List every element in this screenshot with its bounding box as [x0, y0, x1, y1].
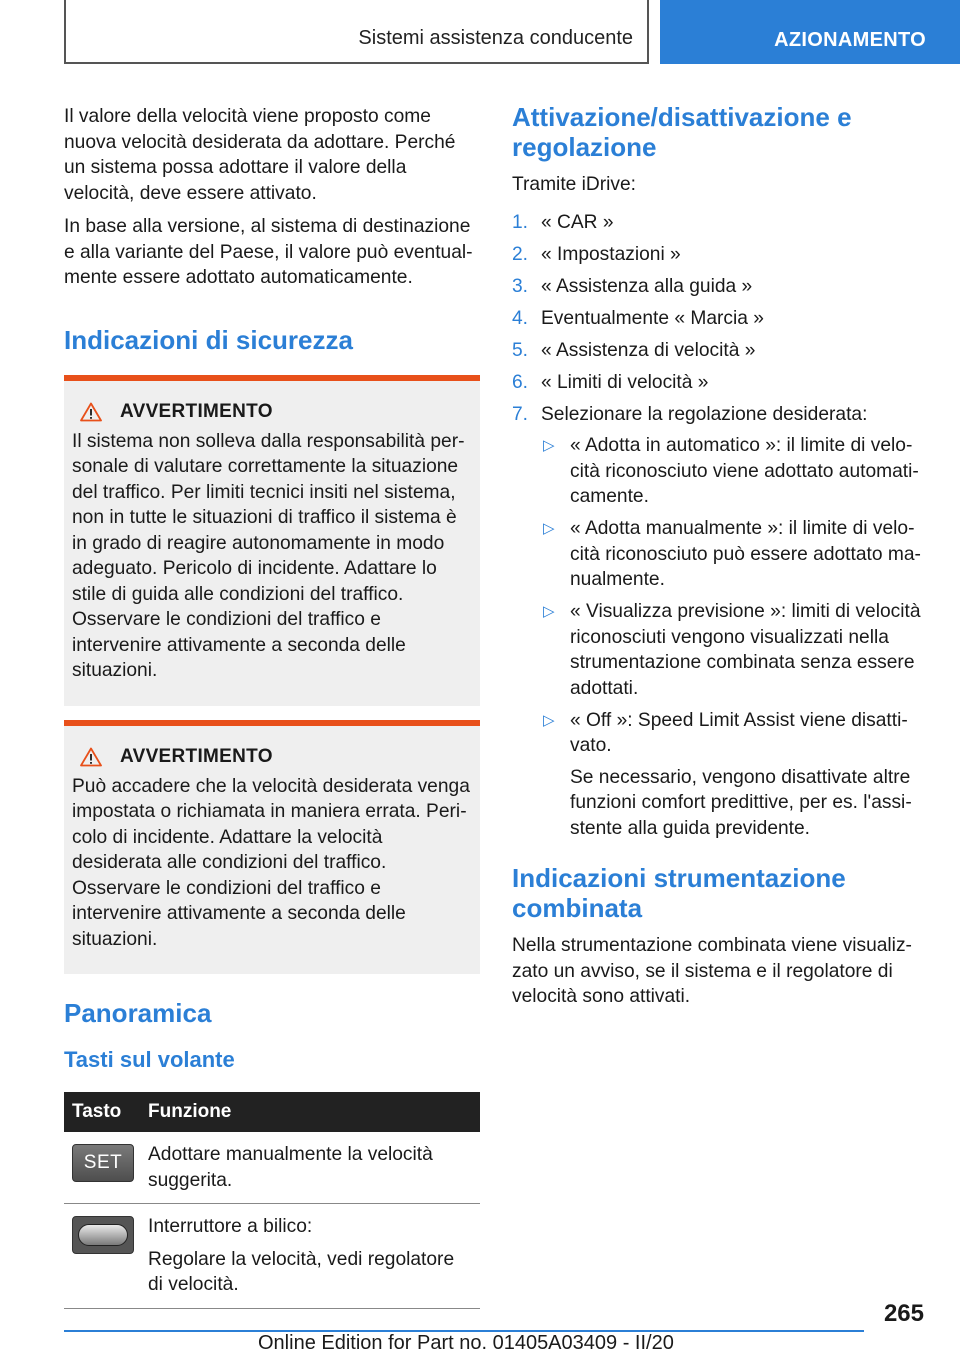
table-header-row — [64, 1092, 480, 1132]
header-section-box — [64, 0, 649, 64]
function-cell — [140, 1132, 480, 1204]
setting-options-list — [541, 433, 924, 841]
set-button-icon — [72, 1144, 134, 1182]
list-item: ▷ « Adotta in automatico »: il limite di velocità riconosciuto viene adottato automaticamente. — [543, 435, 919, 507]
right-column — [512, 102, 924, 1018]
intro-paragraph: In base alla versione, al sistema di destinazione e alla variante del Paese, il valore può eventualmente essere adottato automaticamente. — [64, 216, 473, 288]
warning-title — [72, 399, 472, 425]
list-item: 5. « Assistenza di velocità » — [512, 339, 756, 361]
safety-heading: Indicazioni di sicurezza — [64, 324, 353, 355]
list-item: ▷ « Visualizza previsione »: limiti di velocità riconosciuti vengono visualizzati nella strumentazione combinata senza essere adottati. — [543, 601, 921, 699]
set-button-label: SET — [83, 1152, 123, 1174]
warning-text: Può accadere che la velocità desiderata venga impostata o richiamata in maniera errata. Pericolo di incidente. Adattare la velocità desiderata alle condizioni del traffico. Osservare le condizioni del traffico e intervenire attivamente a seconda delle situazioni. — [72, 775, 470, 950]
list-item: ▷ « Off »: Speed Limit Assist viene disattivato. Se necessario, vengono disattivate altre funzioni comfort predittive, per es. l'assistente alla guida previdente. — [541, 708, 924, 842]
page-number: 265 — [883, 1300, 924, 1327]
idrive-lead: Tramite iDrive: — [512, 174, 637, 195]
warning-box — [64, 375, 480, 706]
list-item: 7. Selezionare la regolazione desiderata: ▷ « Adotta in automatico »: il limite di velocità riconosciuto viene adottato automaticamente. ▷ « Adotta manualmente »: il limite di velocità riconosciuto può essere adottato manualmente. ▷ « Visualizza previsione »: limiti di velocità riconosciuti vengono visualizzati nella strumentazione combinata senza essere adottati. ▷ « Off »: Speed Limit Assist viene disattivato. Se necessario, vengono disattivate altre funzioni comfort predittive, per es. l'assistente alla guida previdente. — [512, 402, 924, 842]
bullet-triangle-icon: ▷ — [543, 437, 555, 454]
header-section-title: Sistemi assistenza conducente — [358, 27, 633, 49]
cluster-text: Nella strumentazione combinata viene visualizzato un avviso, se il sistema e il regolatore di velocità sono attivati. — [512, 935, 912, 1007]
function-text: Interruttore a bilico: — [148, 1216, 313, 1237]
steering-keys-table — [64, 1092, 480, 1309]
list-item: ▷ « Adotta manualmente »: il limite di velocità riconosciuto può essere adottato manualmente. — [543, 518, 921, 590]
left-column — [64, 104, 480, 1309]
steering-buttons-heading: Tasti sul volante — [64, 1047, 235, 1072]
option-note: Se necessario, vengono disattivate altre funzioni comfort predittive, per es. l'assistente alla guida previdente. — [570, 766, 912, 839]
warning-label: AVVERTIMENTO — [120, 400, 273, 422]
overview-heading: Panoramica — [64, 998, 212, 1028]
list-item: 1. « CAR » — [512, 211, 614, 233]
rocker-switch-icon — [72, 1216, 134, 1254]
list-item: 2. « Impostazioni » — [512, 243, 681, 265]
warning-title — [72, 744, 472, 770]
function-text: Adottare manualmente la velocità suggerita. — [148, 1144, 433, 1191]
intro-paragraph: Il valore della velocità viene proposto come nuova velocità desiderata da adottare. Perché un sistema possa adottare il valore della velocità, deve essere attivato. — [64, 106, 456, 204]
table-row — [64, 1132, 480, 1204]
key-cell — [64, 1204, 140, 1309]
activation-heading: Attivazione/disattivazione e regolazione — [512, 102, 852, 162]
header-chapter-tab — [660, 0, 960, 64]
table-row — [64, 1204, 480, 1309]
bullet-triangle-icon: ▷ — [543, 520, 555, 537]
warning-box — [64, 720, 480, 975]
warning-triangle-icon — [80, 747, 102, 767]
list-item: 4. Eventualmente « Marcia » — [512, 307, 764, 329]
cluster-heading: Indicazioni strumentazione combinata — [512, 863, 846, 923]
warning-text: Il sistema non solleva dalla responsabilità personale di valutare correttamente la situazione del traffico. Per limiti tecnici insiti nel sistema, non in tutte le situazioni di traffico il sistema è in grado di reagire autonomamente in modo adeguato. Pericolo di incidente. Adattare lo stile di guida alle condizioni del traffico. Osservare le condizioni del traffico e intervenire attivamente a seconda delle situazioni. — [72, 430, 465, 681]
bullet-triangle-icon: ▷ — [543, 603, 555, 620]
bullet-triangle-icon: ▷ — [543, 711, 555, 729]
function-cell — [140, 1204, 480, 1309]
warning-triangle-icon — [80, 402, 102, 422]
table-header-key: Tasto — [64, 1092, 140, 1132]
footer-edition: Online Edition for Part no. 01405A03409 - II/20 — [258, 1332, 674, 1354]
idrive-steps-list — [512, 210, 924, 842]
header-chapter-title: AZIONAMENTO — [774, 29, 926, 51]
key-cell — [64, 1132, 140, 1204]
table-header-function: Funzione — [140, 1092, 480, 1132]
warning-label: AVVERTIMENTO — [120, 745, 273, 767]
list-item: 6. « Limiti di velocità » — [512, 371, 709, 393]
function-text: Regolare la velocità, vedi regolatore di velocità. — [148, 1248, 455, 1295]
list-item: 3. « Assistenza alla guida » — [512, 275, 753, 297]
